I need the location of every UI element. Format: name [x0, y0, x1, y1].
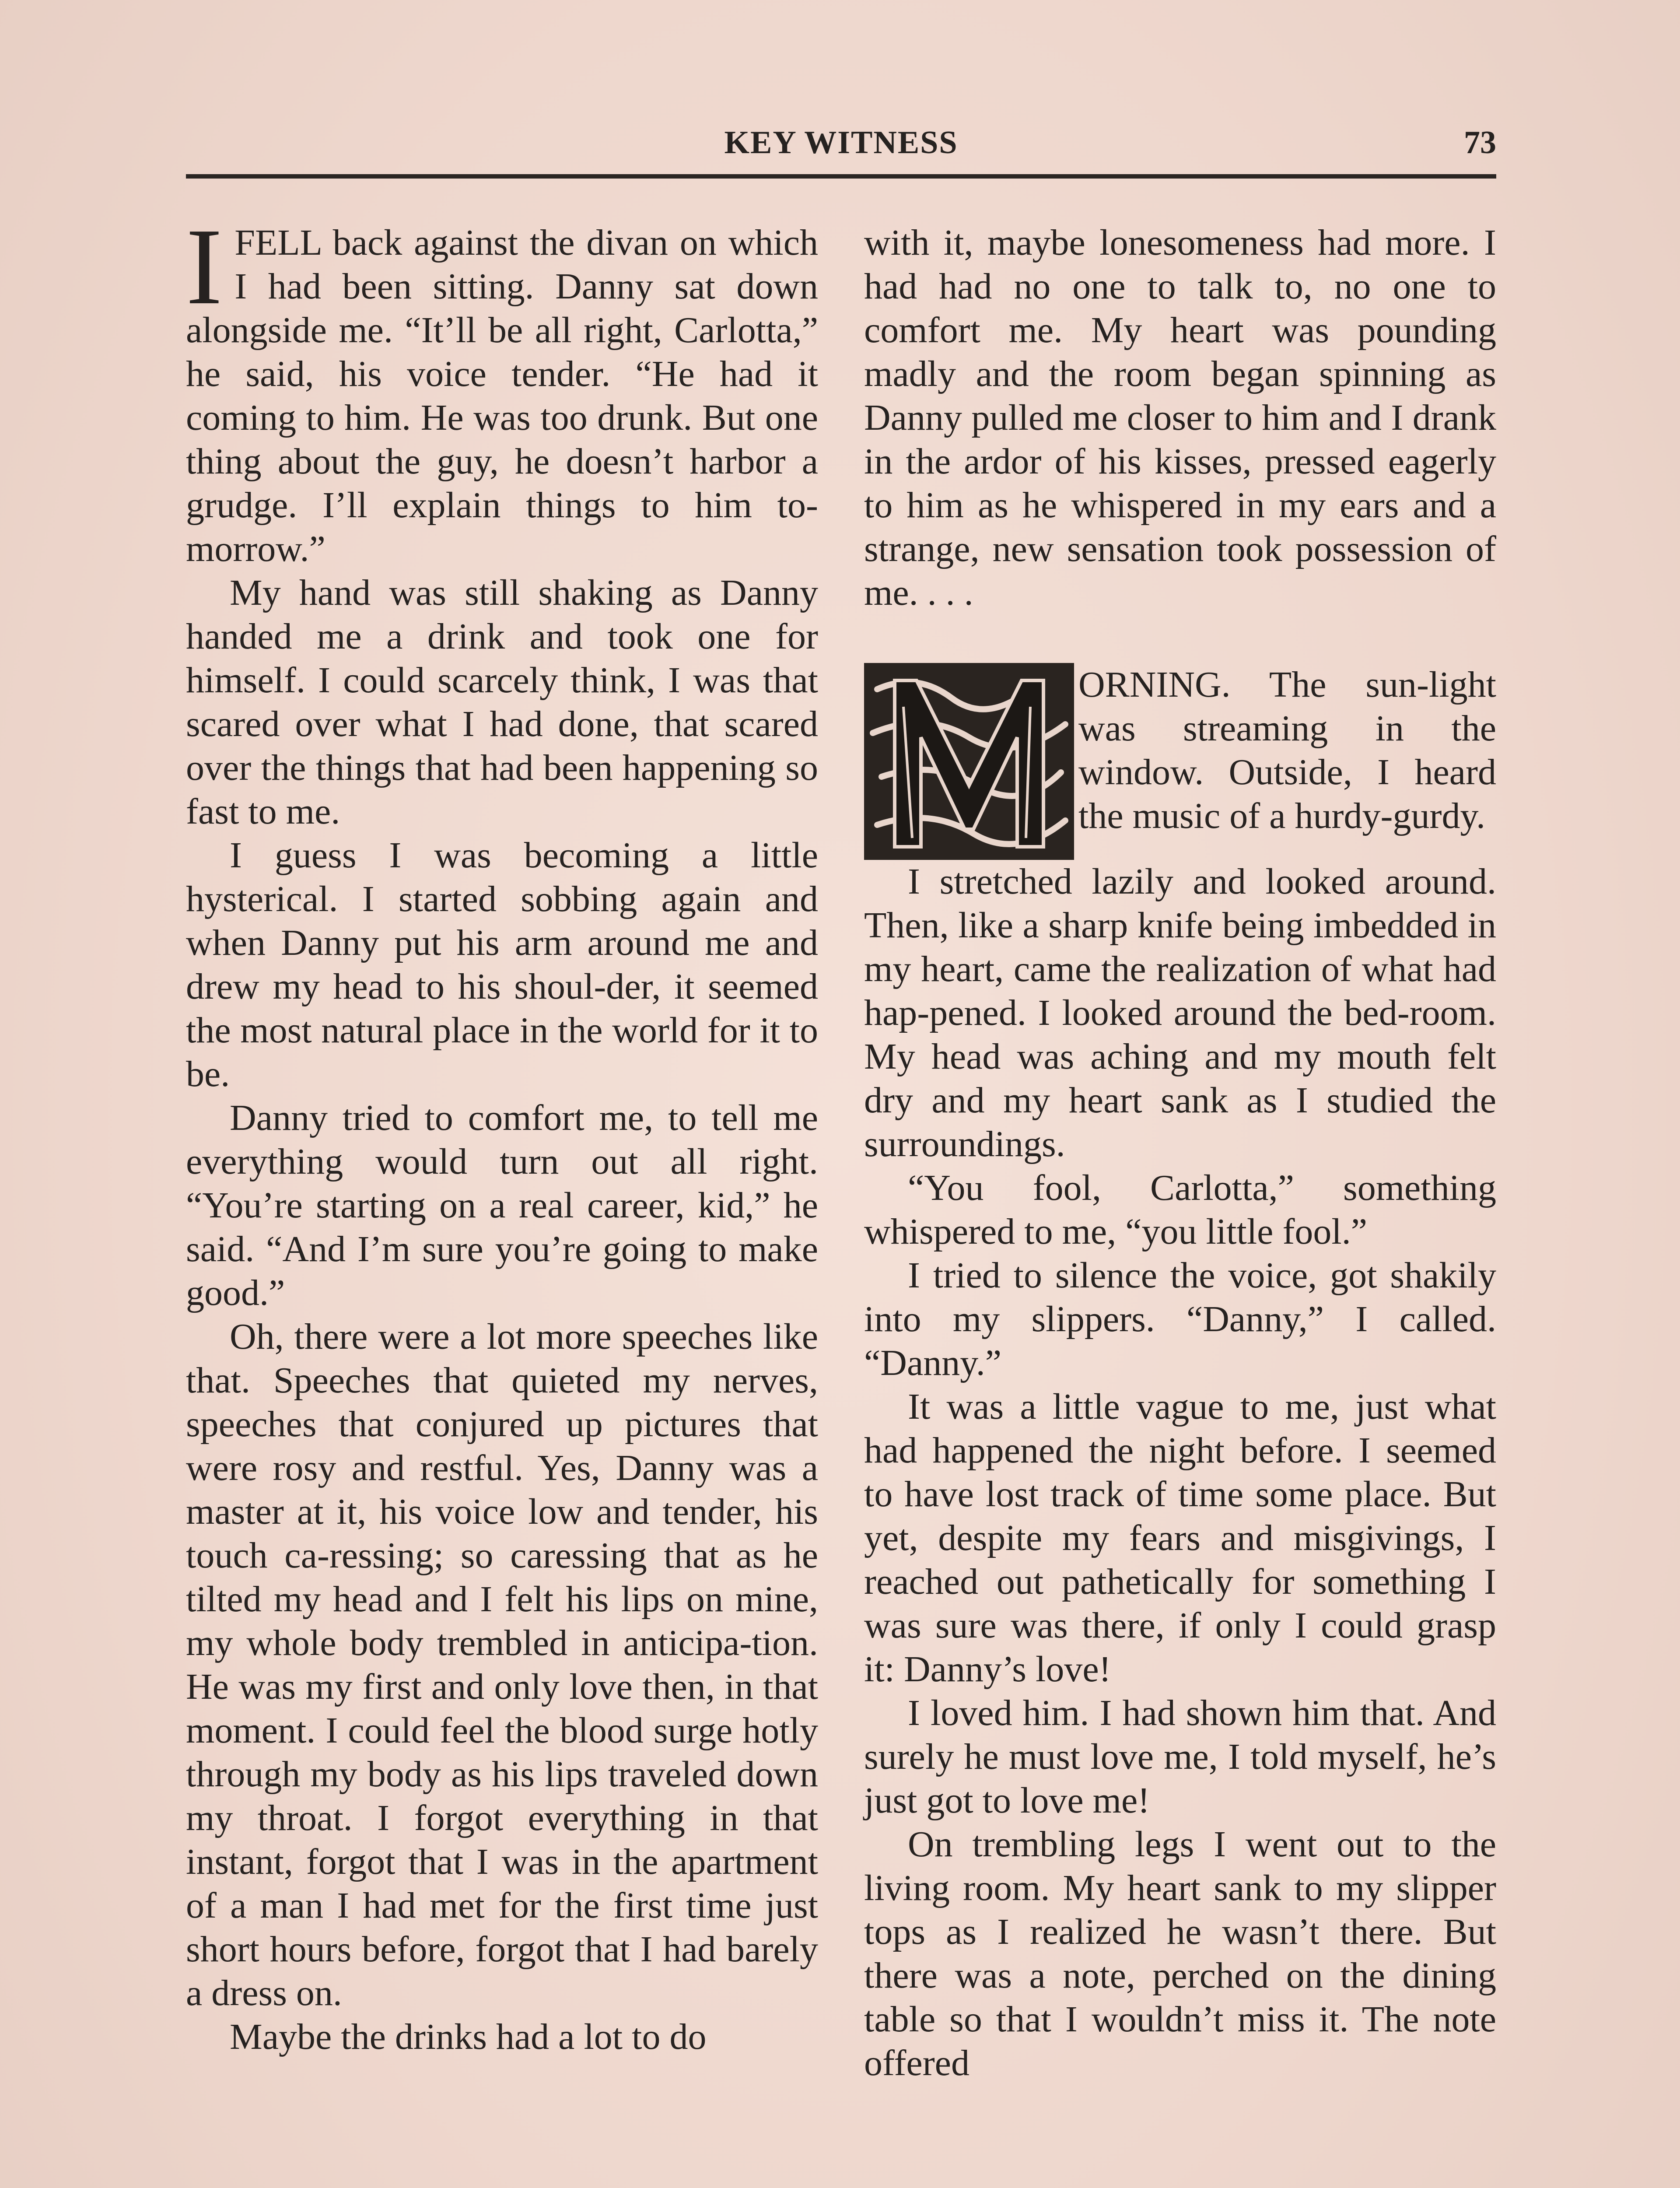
ornamental-initial-m	[864, 663, 1074, 860]
page-header	[186, 117, 1496, 179]
paragraph: Maybe the drinks had a lot to do	[230, 2016, 707, 2057]
paragraph: My hand was still shaking as Danny handed me a drink and took one for himself. I could scarcely think, I was that scared over what I had done, that scared over the things that had been happening so fast to me.	[186, 572, 818, 832]
right-column	[864, 221, 1496, 2085]
paragraph-text: FELL back against the divan on which I had been sitting. Danny sat down alongside me. “It’ll be all right, Carlotta,” he said, his voice tender. “He had it coming to him. He was too drunk. But one thing about the guy, he doesn’t harbor a grudge. I’ll explain things to him to-morrow.”	[186, 222, 818, 569]
paragraph: Danny tried to comfort me, to tell me everything would turn out all right. “You’re starting on a real career, kid,” he said. “And I’m sure you’re going to make good.”	[186, 1098, 818, 1313]
drop-cap: I	[186, 206, 223, 327]
running-title: KEY WITNESS	[724, 125, 958, 161]
paragraph: “You fool, Carlotta,” something whispered to me, “you little fool.”	[864, 1168, 1496, 1252]
paragraph: I guess I was becoming a little hysterical. I started sobbing again and when Danny put his arm around me and drew my head to his shoul-der, it seemed the most natural place in the world for it to be.	[186, 835, 818, 1094]
paragraph	[186, 206, 818, 571]
section-break	[864, 663, 1496, 838]
paragraph: Oh, there were a lot more speeches like that. Speeches that quieted my nerves, speeches that conjured up pictures that were rosy and restful. Yes, Danny was a master at it, his voice low and tender, his touch ca-ressing; so caressing that as he tilted my head and I felt his lips on mine, my whole body trembled in anticipa-tion. He was my first and only love then, in that moment. I could feel the blood surge hotly through my body as his lips traveled down my throat. I forgot everything in that instant, forgot that I was in the apartment of a man I had met for the first time just short hours before, forgot that I had barely a dress on.	[186, 1316, 818, 2013]
paragraph-text: ORNING. The sun-light was streaming in the window. Outside, I heard the music of a hurdy-gurdy.	[1078, 664, 1496, 836]
page-number: 73	[1464, 125, 1496, 161]
paragraph: with it, maybe lonesomeness had more. I had had no one to talk to, no one to comfort me. My heart was pounding madly and the room began spinning as Danny pulled me closer to him and I drank in the ardor of his kisses, pressed eagerly to him as he whispered in my ears and a strange, new sensation took possession of me. . . .	[864, 222, 1496, 613]
paragraph: It was a little vague to me, just what had happened the night before. I seemed to have lost track of time some place. But yet, despite my fears and misgivings, I reached out pathetically for something I was sure was there, if only I could grasp it: Danny’s love!	[864, 1386, 1496, 1690]
paragraph: I loved him. I had shown him that. And surely he must love me, I told myself, he’s just got to love me!	[864, 1693, 1496, 1821]
paragraph: I tried to silence the voice, got shakily into my slippers. “Danny,” I called. “Danny.”	[864, 1255, 1496, 1383]
paragraph: On trembling legs I went out to the living room. My heart sank to my slipper tops as I realized he wasn’t there. But there was a note, perched on the dining table so that I wouldn’t miss it. The note offered	[864, 1824, 1496, 2083]
left-column	[186, 206, 818, 2059]
ornamental-letter-icon	[864, 663, 1074, 860]
paragraph: I stretched lazily and looked around. Then, like a sharp knife being imbedded in my heart, came the realization of what had hap-pened. I looked around the bed-room. My head was aching and my mouth felt dry and my heart sank as I studied the surroundings.	[864, 861, 1496, 1164]
